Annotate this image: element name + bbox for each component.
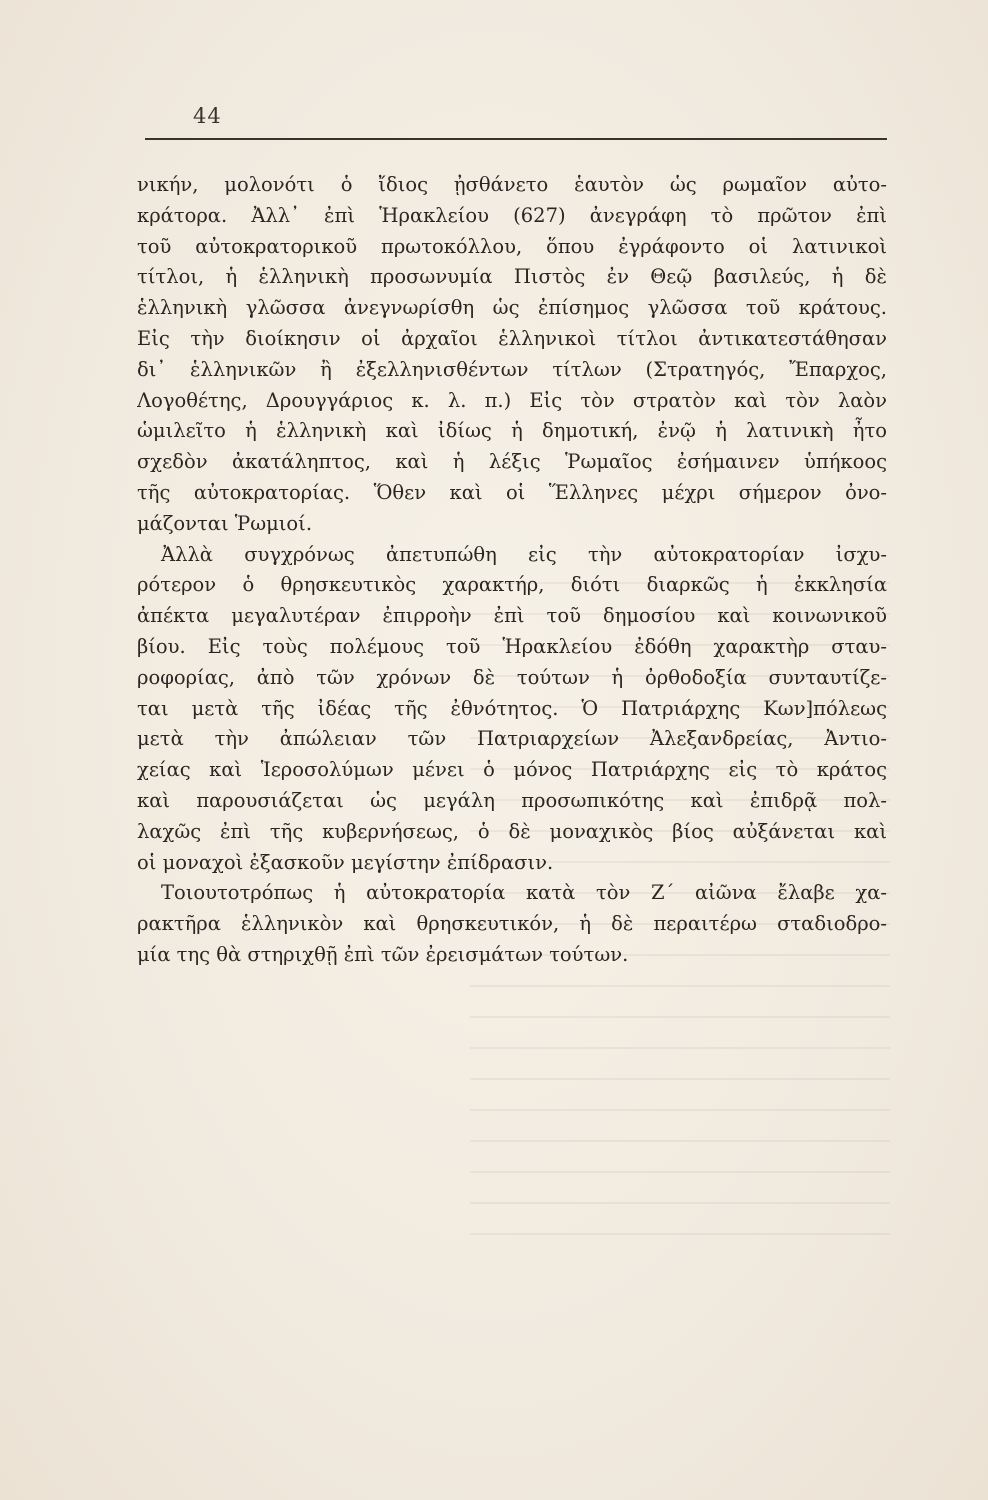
text-line: λαχῶς ἐπὶ τῆς κυβερνήσεως, ὁ δὲ μοναχικὸς βίος αὐξάνεται καὶ <box>137 819 887 843</box>
text-line: μάζονται Ῥωμιοί. <box>137 511 313 535</box>
text-line: σχεδὸν ἀκατάληπτος, καὶ ἡ λέξις Ῥωμαῖος ἐσήμαινεν ὑπήκοος <box>137 450 887 474</box>
paragraph <box>137 540 887 879</box>
text-line: ται μετὰ τῆς ἰδέας τῆς ἐθνότητος. Ὁ Πατριάρχης Κων]πόλεως <box>137 696 887 720</box>
text-line: ἑλληνικὴ γλῶσσα ἀνεγνωρίσθη ὡς ἐπίσημος γλῶσσα τοῦ κράτους. <box>137 296 887 320</box>
page-number: 44 <box>193 104 222 128</box>
header-rule <box>145 138 887 140</box>
text-line: νικήν, μολονότι ὁ ἴδιος ᾐσθάνετο ἑαυτὸν ὡς ρωμαῖον αὐτο- <box>137 173 887 196</box>
text-line: χείας καὶ Ἱεροσολύμων μένει ὁ μόνος Πατριάρχης εἰς τὸ κράτος <box>137 758 887 782</box>
text-line: τίτλοι, ἡ ἑλληνικὴ προσωνυμία Πιστὸς ἐν Θεῷ βασιλεύς, ἡ δὲ <box>137 265 887 289</box>
paragraph <box>137 170 887 540</box>
text-line: ὡμιλεῖτο ἡ ἑλληνικὴ καὶ ἰδίως ἡ δημοτική, ἐνῷ ἡ λατινικὴ ἦτο <box>137 419 887 443</box>
text-line: κράτορα. Ἀλλ᾽ ἐπὶ Ἡρακλείου (627) ἀνεγράφη τὸ πρῶτον ἐπὶ <box>137 203 887 227</box>
text-line: βίου. Εἰς τοὺς πολέμους τοῦ Ἡρακλείου ἐδόθη χαρακτὴρ σταυ- <box>137 634 887 658</box>
text-line: μία της θὰ στηριχθῇ ἐπὶ τῶν ἐρεισμάτων τούτων. <box>137 942 629 966</box>
text-line: τῆς αὐτοκρατορίας. Ὅθεν καὶ οἱ Ἕλληνες μέχρι σήμερον ὀνο- <box>137 480 887 504</box>
text-line: Λογοθέτης, Δρουγγάριος κ. λ. π.) Εἰς τὸν στρατὸν καὶ τὸν λαὸν <box>137 388 887 412</box>
body-text <box>137 170 887 971</box>
text-line: καὶ παρουσιάζεται ὡς μεγάλη προσωπικότης καὶ ἐπιδρᾷ πολ- <box>137 788 887 812</box>
text-line: οἱ μοναχοὶ ἐξασκοῦν μεγίστην ἐπίδρασιν. <box>137 850 554 874</box>
text-line: τοῦ αὐτοκρατορικοῦ πρωτοκόλλου, ὅπου ἐγράφοντο οἱ λατινικοὶ <box>137 234 887 258</box>
text-line: ροφορίας, ἀπὸ τῶν χρόνων δὲ τούτων ἡ ὀρθοδοξία συνταυτίζε- <box>137 665 887 689</box>
text-line: Εἰς τὴν διοίκησιν οἱ ἀρχαῖοι ἑλληνικοὶ τίτλοι ἀντικατεστάθησαν <box>137 326 887 350</box>
text-line: μετὰ τὴν ἀπώλειαν τῶν Πατριαρχείων Ἀλεξανδρείας, Ἀντιο- <box>137 727 887 751</box>
text-line: ἀπέκτα μεγαλυτέραν ἐπιρροὴν ἐπὶ τοῦ δημοσίου καὶ κοινωνικοῦ <box>137 604 887 628</box>
paragraph <box>137 878 887 970</box>
text-line: ρακτῆρα ἑλληνικὸν καὶ θρησκευτικόν, ἡ δὲ περαιτέρω σταδιοδρο- <box>137 912 887 936</box>
text-line: Τοιουτοτρόπως ἡ αὐτοκρατορία κατὰ τὸν Ζ´ αἰῶνα ἔλαβε χα- <box>161 881 887 905</box>
text-line: δι᾽ ἑλληνικῶν ἢ ἐξελληνισθέντων τίτλων (Στρατηγός, Ἔπαρχος, <box>137 357 887 381</box>
text-line: Ἀλλὰ συγχρόνως ἀπετυπώθη εἰς τὴν αὐτοκρατορίαν ἰσχυ- <box>161 542 887 566</box>
text-line: ρότερον ὁ θρησκευτικὸς χαρακτήρ, διότι διαρκῶς ἡ ἐκκλησία <box>137 573 887 597</box>
